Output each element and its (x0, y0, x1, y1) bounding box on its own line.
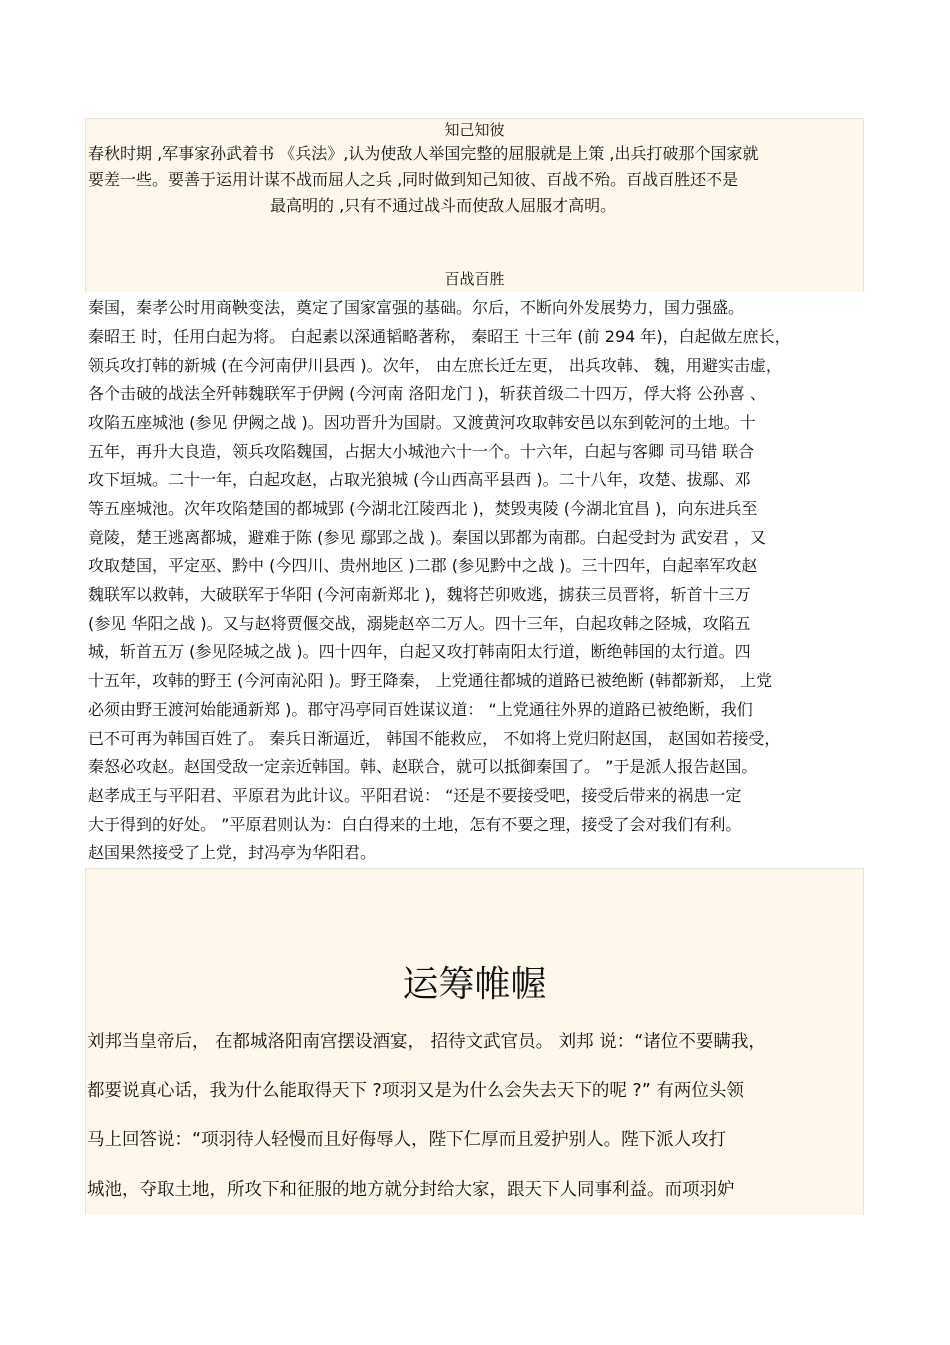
paragraph-line: 秦昭王 时，任用白起为将。 白起素以深通韬略著称， 秦昭王 十三年 (前 294 年)，白起做左庶长， (88, 327, 791, 346)
paragraph-line: 城池，夺取土地，所攻下和征服的地方就分封给大家，跟天下人同事利益。而项羽妒 (87, 1180, 735, 1200)
paragraph-line: 已不可再为韩国百姓了。 秦兵日渐逼近， 韩国不能救应， 不如将上党归附赵国， 赵国如若接受， (88, 729, 781, 748)
paragraph-line: 攻陷五座城池 (参见 伊阙之战 )。因功晋升为国尉。又渡黄河攻取韩安邑以东到乾河的土地。十 (88, 413, 756, 432)
paragraph-line: 攻取楚国，平定巫、黔中 (今四川、贵州地区 )二郡 (参见黔中之战 )。三十四年，白起率军攻赵 (88, 556, 758, 575)
paragraph-line: 领兵攻打韩的新城 (在今河南伊川县西 )。次年， 由左庶长迁左更， 出兵攻韩、 魏，用避实击虚， (88, 356, 782, 375)
paragraph-line: 要差一些。要善于运用计谋不战而屈人之兵 ,同时做到知己知彼、百战不殆。百战百胜还不是 (88, 170, 739, 189)
paragraph-line: 春秋时期 ,军事家孙武着书 《兵法》,认为使敌人举国完整的屈服就是上策 ,出兵打破那个国家就 (88, 144, 759, 163)
section-title-yunchou: 运筹帷幄 (402, 964, 547, 1005)
paragraph-line: 各个击破的战法全歼韩魏联军于伊阙 (今河南 洛阳龙门 )，斩获首级二十四万，俘大将 公孙喜 、 (88, 384, 766, 403)
paragraph-line: 刘邦当皇帝后， 在都城洛阳南宫摆设酒宴， 招待文武官员。 刘邦 说：“诸位不要瞒我， (87, 1032, 766, 1052)
paragraph-line: 马上回答说：“项羽待人轻慢而且好侮辱人，陛下仁厚而且爱护别人。陛下派人攻打 (87, 1130, 727, 1150)
paragraph-line: 城，斩首五万 (参见陉城之战 )。四十四年，白起又攻打韩南阳太行道，断绝韩国的太行道。四 (88, 642, 751, 661)
paragraph-line: 必须由野王渡河始能通新郑 )。郡守冯亭同百姓谋议道： “上党通往外界的道路已被绝断，我们 (88, 700, 753, 719)
paragraph-line: 都要说真心话，我为什么能取得天下 ?项羽又是为什么会失去天下的呢 ?” 有两位头领 (87, 1081, 744, 1101)
paragraph-line: 秦国，秦孝公时用商鞅变法，奠定了国家富强的基础。尔后，不断向外发展势力，国力强盛。 (88, 298, 745, 317)
paragraph-line: 等五座城池。次年攻陷楚国的都城郢 (今湖北江陵西北 )，焚毁夷陵 (今湖北宜昌 )，向东进兵至 (88, 499, 758, 518)
paragraph-line: 最高明的 ,只有不通过战斗而使敌人屈服才高明。 (270, 196, 617, 215)
paragraph-line: 赵国果然接受了上党，封冯亭为华阳君。 (88, 843, 377, 862)
paragraph-line: 魏联军以救韩，大破联军于华阳 (今河南新郑北 )，魏将芒卯败逃，掳获三员晋将，斩首十三万 (88, 585, 751, 604)
paragraph-line: (参见 华阳之战 )。又与赵将贾偃交战，溺毙赵卒二万人。四十三年，白起攻韩之陉城，攻陷五 (88, 614, 751, 633)
section-title-baizhan: 百战百胜 (444, 270, 505, 288)
paragraph-line: 秦怒必攻赵。赵国受敌一定亲近韩国。韩、赵联合，就可以抵御秦国了。 ”于是派人报告赵国。 (88, 757, 758, 776)
paragraph-line: 五年，再升大良造，领兵攻陷魏国，占据大小城池六十一个。十六年，白起与客卿 司马错 联合 (88, 442, 755, 461)
paragraph-line: 大于得到的好处。 ”平原君则认为：白白得来的土地，怎有不要之理，接受了会对我们有利。 (88, 815, 742, 834)
paragraph-line: 十五年，攻韩的野王 (今河南沁阳 )。野王降秦， 上党通往都城的道路已被绝断 (韩都新郑， 上党 (88, 671, 773, 690)
paragraph-line: 赵孝成王与平阳君、平原君为此计议。平阳君说： “还是不要接受吧，接受后带来的祸患一定 (88, 786, 742, 805)
paragraph-line: 竟陵，楚王逃离都城，避难于陈 (参见 鄢郢之战 )。秦国以郢都为南郡。白起受封为 武安君 ，又 (88, 528, 766, 547)
paragraph-line: 攻下垣城。二十一年，白起攻赵，占取光狼城 (今山西高平县西 )。二十八年，攻楚、拔鄢、邓 (88, 470, 751, 489)
section-title-zhiji: 知己知彼 (444, 121, 505, 139)
